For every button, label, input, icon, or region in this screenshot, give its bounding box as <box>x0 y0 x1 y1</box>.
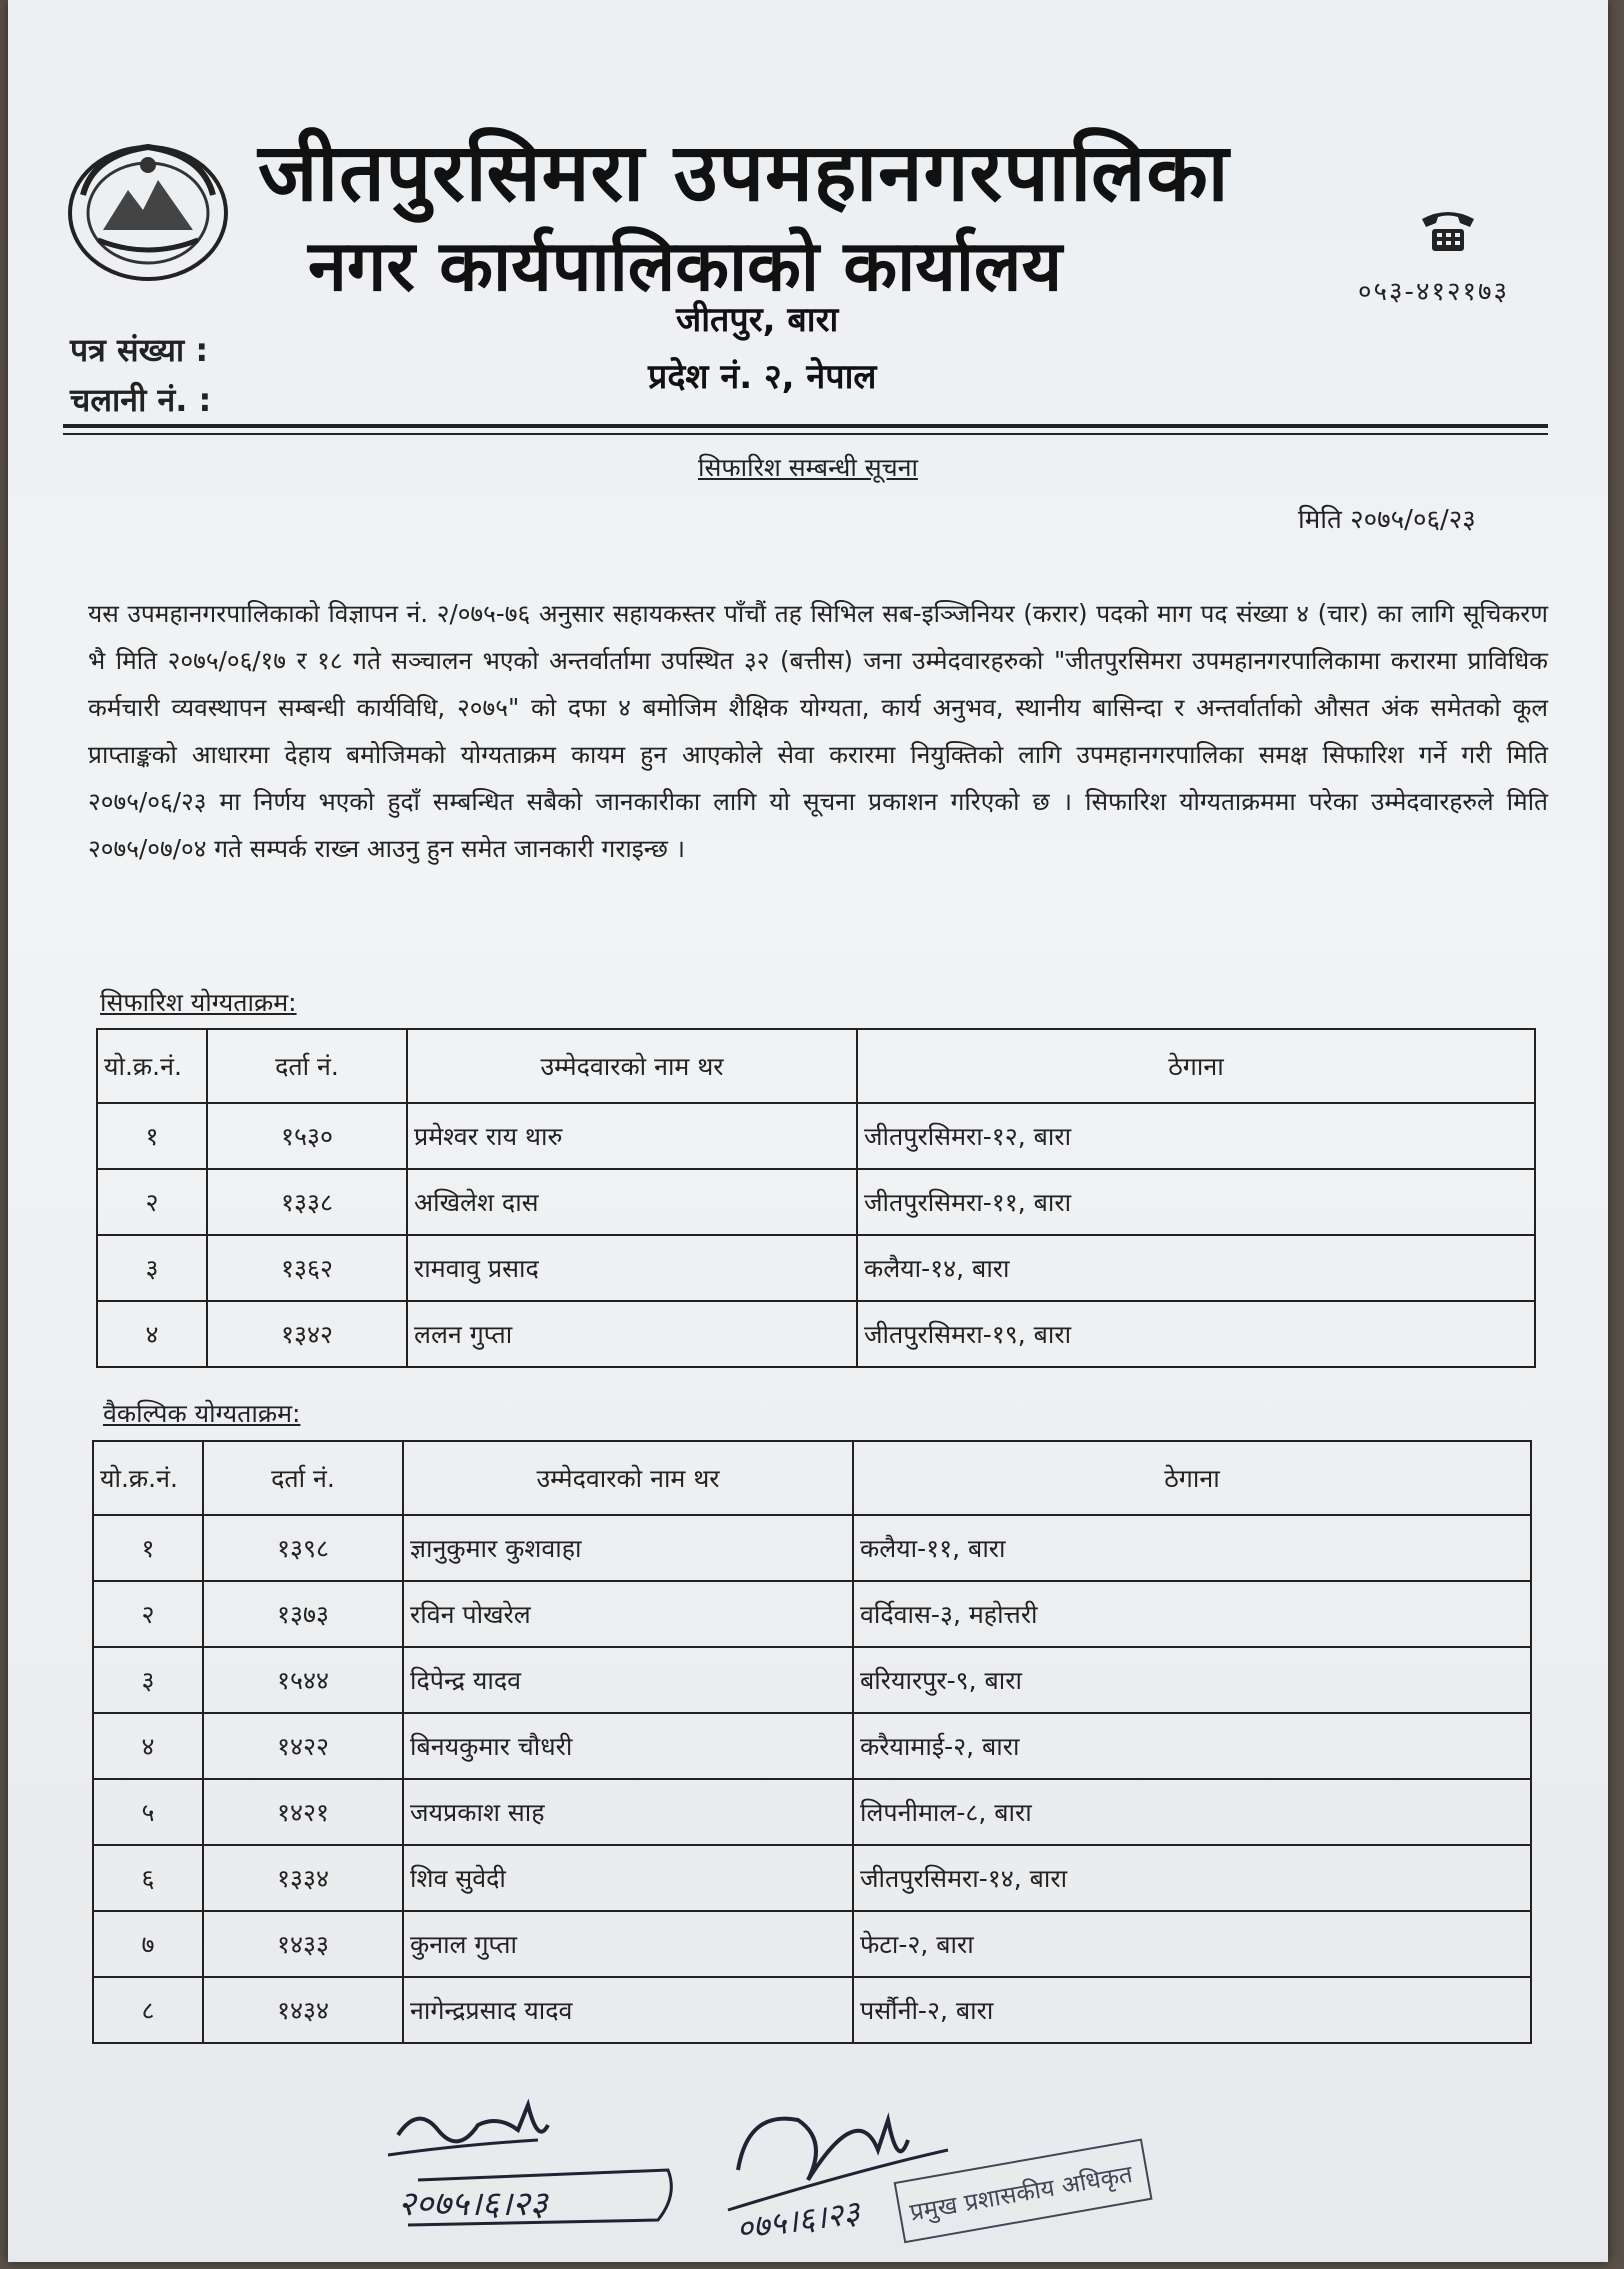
serial-cell: २ <box>93 1581 203 1647</box>
phone-number: ०५३-४१२१७३ <box>1358 277 1510 307</box>
reg-no-cell: १३३४ <box>203 1845 403 1911</box>
table-row <box>93 1515 1531 1581</box>
address-cell: लिपनीमाल-८, बारा <box>853 1779 1531 1845</box>
svg-text:०७५।६।२३: ०७५।६।२३ <box>733 2193 863 2248</box>
header-divider-thin <box>63 433 1548 435</box>
serial-cell: ८ <box>93 1977 203 2043</box>
table-row <box>97 1301 1535 1367</box>
reg-no-cell: १४३४ <box>203 1977 403 2043</box>
col-reg-no: दर्ता नं. <box>207 1029 407 1103</box>
table-row <box>93 1911 1531 1977</box>
municipal-emblem-icon <box>63 135 233 285</box>
telephone-icon <box>1418 205 1478 255</box>
address-cell: करैयामाई-२, बारा <box>853 1713 1531 1779</box>
notice-body: यस उपमहानगरपालिकाको विज्ञापन नं. २/०७५-७६ अनुसार सहायकस्तर पाँचौं तह सिभिल सब-इञ्जिनियर (करार) पदको माग पद संख्या ४ (चार) का लागि सूचिकरण भै मिति २०७५/०६/१७ र १८ गते सञ्चालन भएको अन्तर्वार्तामा उपस्थित ३२ (बत्तीस) जना उम्मेदवारहरुको "जीतपुरसिमरा उपमहानगरपालिकामा करारमा प्राविधिक कर्मचारी व्यवस्थापन सम्बन्धी कार्यविधि, २०७५" को दफा ४ बमोजिम शैक्षिक योग्यता, कार्य अनुभव, स्थानीय बासिन्दा र अन्तर्वार्ताको औसत अंक समेतको कूल प्राप्ताङ्कको आधारमा देहाय बमोजिमको योग्यताक्रम कायम हुन आएकोले सेवा करारमा नियुक्तिको लागि उपमहानगरपालिका समक्ष सिफारिश गर्ने गरी मिति २०७५/०६/२३ मा निर्णय भएको हुदाँ सम्बन्धित सबैको जानकारीका लागि यो सूचना प्रकाशन गरिएको छ । सिफारिश योग्यताक्रममा परेका उम्मेदवारहरुले मिति २०७५/०७/०४ गते सम्पर्क राख्न आउनु हुन समेत जानकारी गराइन्छ । <box>88 599 1548 863</box>
reg-no-cell: १५४४ <box>203 1647 403 1713</box>
alternate-title: वैकल्पिक योग्यताक्रम: <box>103 1399 301 1428</box>
col-reg-no: दर्ता नं. <box>203 1441 403 1515</box>
reg-no-cell: १३९८ <box>203 1515 403 1581</box>
reg-no-cell: १४३३ <box>203 1911 403 1977</box>
address-cell: कलैया-१४, बारा <box>857 1235 1535 1301</box>
address-cell: जीतपुरसिमरा-१२, बारा <box>857 1103 1535 1169</box>
address-cell: पर्सौनी-२, बारा <box>853 1977 1531 2043</box>
name-cell: जयप्रकाश साह <box>403 1779 853 1845</box>
serial-cell: ३ <box>93 1647 203 1713</box>
serial-cell: ४ <box>97 1301 207 1367</box>
col-address: ठेगाना <box>857 1029 1535 1103</box>
document-page <box>8 0 1608 2262</box>
reg-no-cell: १३६२ <box>207 1235 407 1301</box>
serial-cell: ३ <box>97 1235 207 1301</box>
dispatch-no-label: चलानी नं. : <box>70 381 212 419</box>
col-serial: यो.क्र.नं. <box>97 1029 207 1103</box>
table-row <box>93 1647 1531 1713</box>
signature-2 <box>708 2080 1168 2250</box>
table-row <box>93 1977 1531 2043</box>
serial-cell: ४ <box>93 1713 203 1779</box>
reg-no-cell: १३३८ <box>207 1169 407 1235</box>
signature-1 <box>378 2085 698 2245</box>
reg-no-cell: १३७३ <box>203 1581 403 1647</box>
serial-cell: २ <box>97 1169 207 1235</box>
office-title-line1: जीतपुरसिमरा उपमहानगरपालिका <box>258 126 1230 219</box>
header-divider <box>63 424 1548 428</box>
col-address: ठेगाना <box>853 1441 1531 1515</box>
table-row <box>93 1581 1531 1647</box>
table-row <box>93 1845 1531 1911</box>
table-row <box>93 1779 1531 1845</box>
svg-text:२०७५।६।२३: २०७५।६।२३ <box>398 2184 548 2224</box>
address-cell: कलैया-११, बारा <box>853 1515 1531 1581</box>
col-name: उम्मेदवारको नाम थर <box>403 1441 853 1515</box>
office-title-line2: नगर कार्यपालिकाको कार्यालय <box>308 225 1063 307</box>
table-row <box>97 1235 1535 1301</box>
col-name: उम्मेदवारको नाम थर <box>407 1029 857 1103</box>
table-row <box>97 1169 1535 1235</box>
alternate-table <box>92 1440 1532 2044</box>
reg-no-cell: १४२२ <box>203 1713 403 1779</box>
name-cell: रामवावु प्रसाद <box>407 1235 857 1301</box>
name-cell: कुनाल गुप्ता <box>403 1911 853 1977</box>
address-cell: फेटा-२, बारा <box>853 1911 1531 1977</box>
recommended-table <box>96 1028 1536 1368</box>
serial-cell: ७ <box>93 1911 203 1977</box>
reg-no-cell: १४२१ <box>203 1779 403 1845</box>
address-cell: जीतपुरसिमरा-१९, बारा <box>857 1301 1535 1367</box>
name-cell: बिनयकुमार चौधरी <box>403 1713 853 1779</box>
serial-cell: १ <box>97 1103 207 1169</box>
serial-cell: ६ <box>93 1845 203 1911</box>
name-cell: ललन गुप्ता <box>407 1301 857 1367</box>
notice-date: मिति २०७५/०६/२३ <box>1298 505 1476 535</box>
reg-no-cell: १५३० <box>207 1103 407 1169</box>
serial-cell: ५ <box>93 1779 203 1845</box>
name-cell: प्रमेश्वर राय थारु <box>407 1103 857 1169</box>
col-serial: यो.क्र.नं. <box>93 1441 203 1515</box>
reg-no-cell: १३४२ <box>207 1301 407 1367</box>
name-cell: रविन पोखरेल <box>403 1581 853 1647</box>
svg-text:प्रमुख प्रशासकीय अधिकृत: प्रमुख प्रशासकीय अधिकृत <box>907 2159 1135 2227</box>
address-line1: जीतपुर, बारा <box>676 300 839 340</box>
address-line2: प्रदेश नं. २, नेपाल <box>648 357 877 397</box>
name-cell: शिव सुवेदी <box>403 1845 853 1911</box>
name-cell: ज्ञानुकुमार कुशवाहा <box>403 1515 853 1581</box>
name-cell: नागेन्द्रप्रसाद यादव <box>403 1977 853 2043</box>
recommended-title: सिफारिश योग्यताक्रम: <box>100 988 297 1017</box>
name-cell: दिपेन्द्र यादव <box>403 1647 853 1713</box>
address-cell: बरियारपुर-९, बारा <box>853 1647 1531 1713</box>
table-row <box>93 1713 1531 1779</box>
serial-cell: १ <box>93 1515 203 1581</box>
address-cell: वर्दिवास-३, महोत्तरी <box>853 1581 1531 1647</box>
letter-no-label: पत्र संख्या : <box>70 331 209 369</box>
notice-subject: सिफारिश सम्बन्धी सूचना <box>698 453 918 482</box>
table-row <box>97 1103 1535 1169</box>
name-cell: अखिलेश दास <box>407 1169 857 1235</box>
address-cell: जीतपुरसिमरा-१४, बारा <box>853 1845 1531 1911</box>
address-cell: जीतपुरसिमरा-११, बारा <box>857 1169 1535 1235</box>
